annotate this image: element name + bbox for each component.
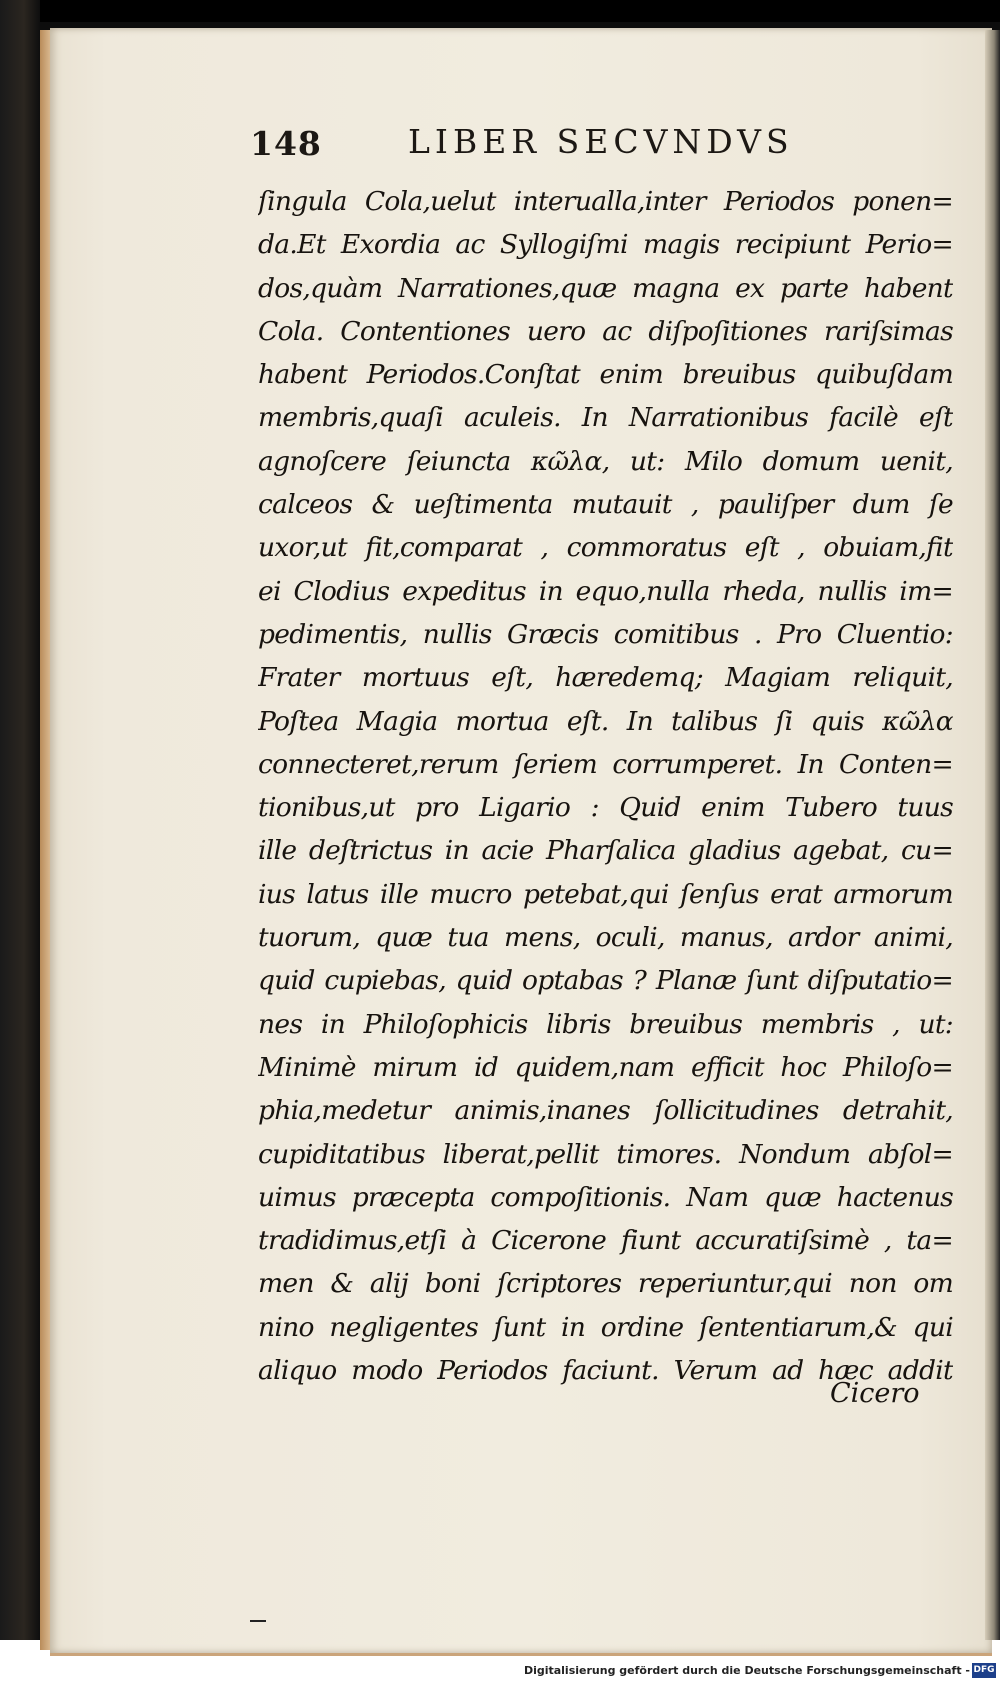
text-line: phia,medetur animis,inanes ſollicitudines detrahit,: [258, 1095, 953, 1127]
text-line: Minimè mirum id quidem,nam efficit hoc Philoſo=: [258, 1051, 953, 1083]
text-line: uimus præcepta compoſitionis. Nam quæ hactenus: [258, 1181, 953, 1213]
text-line: calceos & ueſtimenta mutauit , pauliſper dum ſe: [258, 489, 953, 521]
running-head: LIBER SECVNDVS: [408, 122, 794, 161]
text-line: ſingula Cola,uelut interualla,inter Periodos ponen=: [258, 186, 953, 217]
text-line: nino negligentes ſunt in ordine ſententiarum,& qui: [258, 1311, 953, 1343]
text-line: pedimentis, nullis Græcis comitibus . Pro Cluentio:: [258, 618, 953, 650]
text-line: nes in Philoſophicis libris breuibus membris , ut:: [258, 1008, 953, 1040]
text-line: aliquo modo Periodos faciunt. Verum ad hæc addit: [258, 1355, 953, 1387]
text-block: [258, 180, 953, 1392]
text-line: tionibus,ut pro Ligario : Quid enim Tubero tuus: [258, 792, 953, 824]
text-line: tradidimus,etſi à Cicerone fiunt accuratiſsimè , ta=: [258, 1225, 953, 1257]
text-line: uxor,ut fit,comparat , commoratus eſt , obuiam,fit: [258, 532, 953, 564]
text-line: cupiditatibus liberat,pellit timores. Nondum abſol=: [258, 1138, 953, 1170]
text-line: agnoſcere ſeiuncta κῶλα, ut: Milo domum uenit,: [258, 445, 953, 477]
text-line: Cola. Contentiones uero ac diſpoſitiones rariſsimas: [258, 315, 953, 347]
text-line: tuorum, quæ tua mens, oculi, manus, ardor animi,: [258, 922, 953, 954]
scan-top-border: [0, 0, 1000, 22]
page-number: 148: [250, 124, 322, 163]
text-line: connecteret,rerum ſeriem corrumperet. In Conten=: [258, 748, 953, 780]
page-header: [250, 118, 810, 168]
text-line: habent Periodos.Conſtat enim breuibus quibuſdam: [258, 359, 953, 391]
text-line: ei Clodius expeditus in equo,nulla rheda, nullis im=: [258, 575, 953, 607]
text-line: Frater mortuus eſt, hæredemq; Magiam reliquit,: [258, 662, 953, 694]
page-mark: [250, 1620, 266, 1622]
text-line: quid cupiebas, quid optabas ? Planæ ſunt diſputatio=: [258, 965, 953, 997]
text-line: Poſtea Magia mortua eſt. In talibus ſi quis κῶλα: [258, 705, 953, 737]
page-edge-left: [40, 30, 50, 1650]
text-line: da.Et Exordia ac Syllogiſmi magis recipiunt Perio=: [258, 229, 953, 261]
text-line: ille deſtrictus in acie Pharſalica gladius agebat, cu=: [258, 835, 953, 867]
text-line: ius latus ille mucro petebat,qui ſenſus erat armorum: [258, 878, 953, 910]
text-line: men & alij boni ſcriptores reperiuntur,qui non om: [258, 1268, 953, 1300]
page-edge-right: [985, 30, 1000, 1640]
funding-credit: Digitalisierung gefördert durch die Deutsche Forschungsgemeinschaft -: [523, 1664, 970, 1677]
text-line: dos,quàm Narrationes,quæ magna ex parte habent: [258, 272, 953, 304]
catchword: Cicero: [830, 1378, 920, 1409]
book-spine: [0, 0, 40, 1640]
text-line: membris,quaſi aculeis. In Narrationibus facilè eſt: [258, 402, 953, 434]
dfg-logo: DFG: [972, 1663, 996, 1678]
